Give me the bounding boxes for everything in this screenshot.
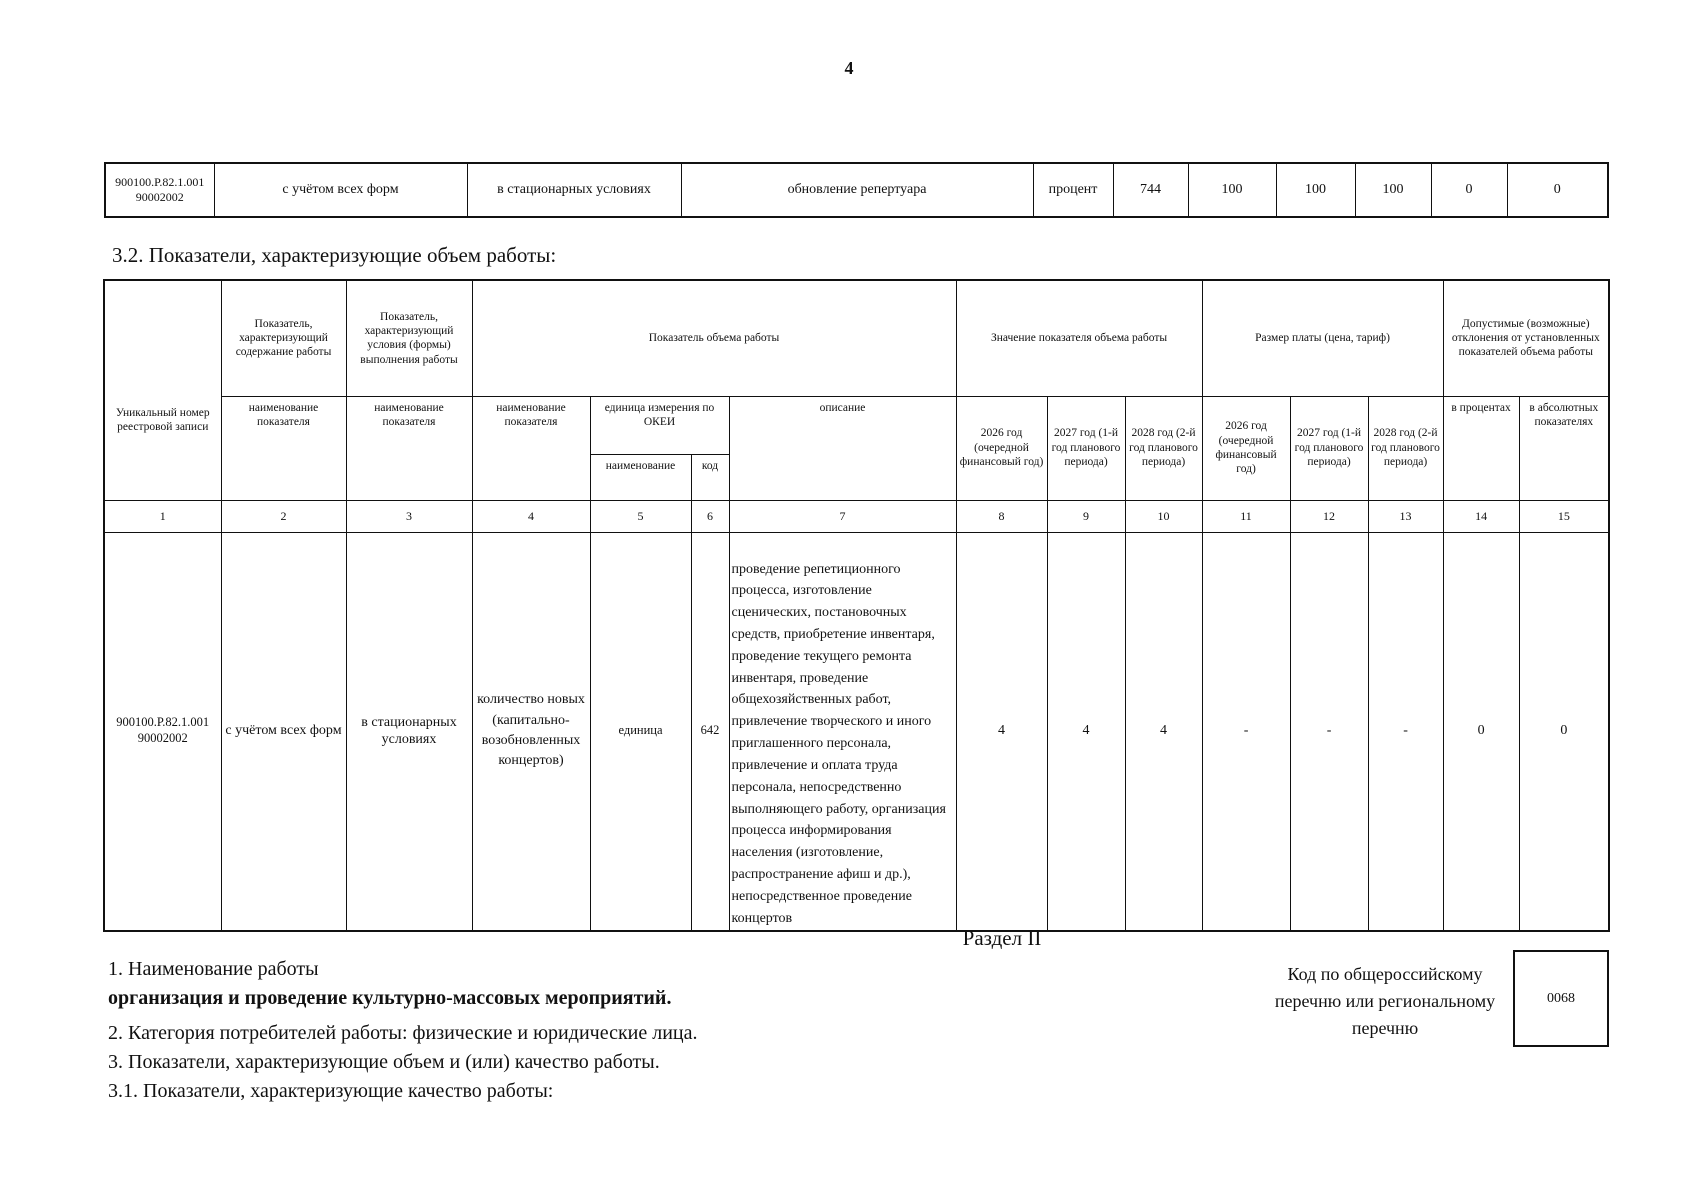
header-okei-name: наименование [590, 454, 691, 500]
value-2026-cell: 4 [956, 532, 1047, 931]
payment-2028-cell: - [1368, 532, 1443, 931]
value-2028-cell: 100 [1355, 163, 1431, 217]
conditions-cell: в стационарных условиях [467, 163, 681, 217]
value-2027-cell: 4 [1047, 532, 1125, 931]
header-content-indicator: Показатель, характеризующий содержание работы [221, 280, 346, 396]
column-number: 13 [1368, 500, 1443, 532]
column-number: 10 [1125, 500, 1202, 532]
header-row [104, 280, 1609, 396]
section-title-text: Раздел II [962, 926, 1042, 950]
value-2027-cell: 100 [1276, 163, 1355, 217]
column-number: 14 [1443, 500, 1519, 532]
header-deviation-percent: в процентах [1443, 396, 1519, 500]
header-name-content: наименование показателя [221, 396, 346, 500]
table-row [105, 163, 1608, 217]
header-year-payment-2026: 2026 год (очередной финансовый год) [1202, 396, 1290, 500]
column-number: 4 [472, 500, 590, 532]
header-payment: Размер платы (цена, тариф) [1202, 280, 1443, 396]
indicator-name-cell: обновление репертуара [681, 163, 1033, 217]
header-year-value-2028: 2028 год (2-й год планового периода) [1125, 396, 1202, 500]
column-number: 9 [1047, 500, 1125, 532]
unit-name-cell: единица [590, 532, 691, 931]
column-number: 7 [729, 500, 956, 532]
content-cell: с учётом всех форм [221, 532, 346, 931]
unit-name-cell: процент [1033, 163, 1113, 217]
column-number: 1 [104, 500, 221, 532]
column-number: 12 [1290, 500, 1368, 532]
registry-code-label: Код по общероссийскому перечню или региональному перечню [1274, 964, 1496, 1038]
header-year-value-2026: 2026 год (очередной финансовый год) [956, 396, 1047, 500]
section-title [0, 926, 1698, 951]
page-number: 4 [844, 58, 854, 78]
work-name-label: 1. Наименование работы [108, 958, 319, 980]
header-year-value-2027: 2027 год (1-й год планового периода) [1047, 396, 1125, 500]
consumer-category: 2. Категория потребителей работы: физические и юридические лица. [108, 1022, 698, 1044]
header-description: описание [729, 396, 956, 500]
column-number: 3 [346, 500, 472, 532]
value-2026-cell: 100 [1188, 163, 1276, 217]
description-cell: проведение репетиционного процесса, изготовление сценических, постановочных средств, приобретение инвентаря, проведение текущего ремонта инвентаря, проведение общехозяйственных работ, привлечение творческого и иного приглашенного персонала, привлечение и оплата труда персонала, непосредственно выполняющего работу, организация процесса информирования населения (изготовление, распространение афиш и др.), непосредственное проведение концертов [729, 532, 956, 931]
volume-indicator-table [103, 279, 1610, 932]
column-number: 6 [691, 500, 729, 532]
registry-code-cell: 900100.Р.82.1.001 90002002 [105, 163, 214, 217]
registry-code-box: 0068 [1513, 950, 1609, 1047]
header-year-payment-2028: 2028 год (2-й год планового периода) [1368, 396, 1443, 500]
payment-2027-cell: - [1290, 532, 1368, 931]
deviation-absolute-cell: 0 [1507, 163, 1608, 217]
column-number: 8 [956, 500, 1047, 532]
header-okei: единица измерения по ОКЕИ [590, 396, 729, 454]
header-year-payment-2027: 2027 год (1-й год планового периода) [1290, 396, 1368, 500]
unit-code-cell: 744 [1113, 163, 1188, 217]
column-number: 11 [1202, 500, 1290, 532]
header-volume-value: Значение показателя объема работы [956, 280, 1202, 396]
work-name: организация и проведение культурно-массовых мероприятий. [108, 987, 672, 1009]
header-row [104, 396, 1609, 454]
header-deviation-absolute: в абсолютных показателях [1519, 396, 1609, 500]
deviation-percent-cell: 0 [1443, 532, 1519, 931]
header-name-conditions: наименование показателя [346, 396, 472, 500]
indicator-name-cell: количество новых (капитально-возобновленных концертов) [472, 532, 590, 931]
deviation-absolute-cell: 0 [1519, 532, 1609, 931]
column-number: 15 [1519, 500, 1609, 532]
header-volume-indicator: Показатель объема работы [472, 280, 956, 396]
column-number: 2 [221, 500, 346, 532]
content-cell: с учётом всех форм [214, 163, 467, 217]
section-heading-volume: 3.2. Показатели, характеризующие объем работы: [112, 243, 557, 267]
header-conditions-indicator: Показатель, характеризующий условия (формы) выполнения работы [346, 280, 472, 396]
registry-code-cell: 900100.Р.82.1.001 90002002 [104, 532, 221, 931]
value-2028-cell: 4 [1125, 532, 1202, 931]
header-deviation: Допустимые (возможные) отклонения от установленных показателей объема работы [1443, 280, 1609, 396]
quality-heading: 3.1. Показатели, характеризующие качество работы: [108, 1080, 554, 1102]
unit-code-cell: 642 [691, 532, 729, 931]
header-name-volume: наименование показателя [472, 396, 590, 500]
indicators-heading: 3. Показатели, характеризующие объем и (или) качество работы. [108, 1051, 660, 1073]
header-okei-code: код [691, 454, 729, 500]
column-number: 5 [590, 500, 691, 532]
table-row [104, 532, 1609, 931]
column-number-row [104, 500, 1609, 532]
payment-2026-cell: - [1202, 532, 1290, 931]
header-unique-number: Уникальный номер реестровой записи [104, 280, 221, 500]
quality-indicator-table [104, 162, 1609, 218]
deviation-percent-cell: 0 [1431, 163, 1507, 217]
conditions-cell: в стационарных условиях [346, 532, 472, 931]
